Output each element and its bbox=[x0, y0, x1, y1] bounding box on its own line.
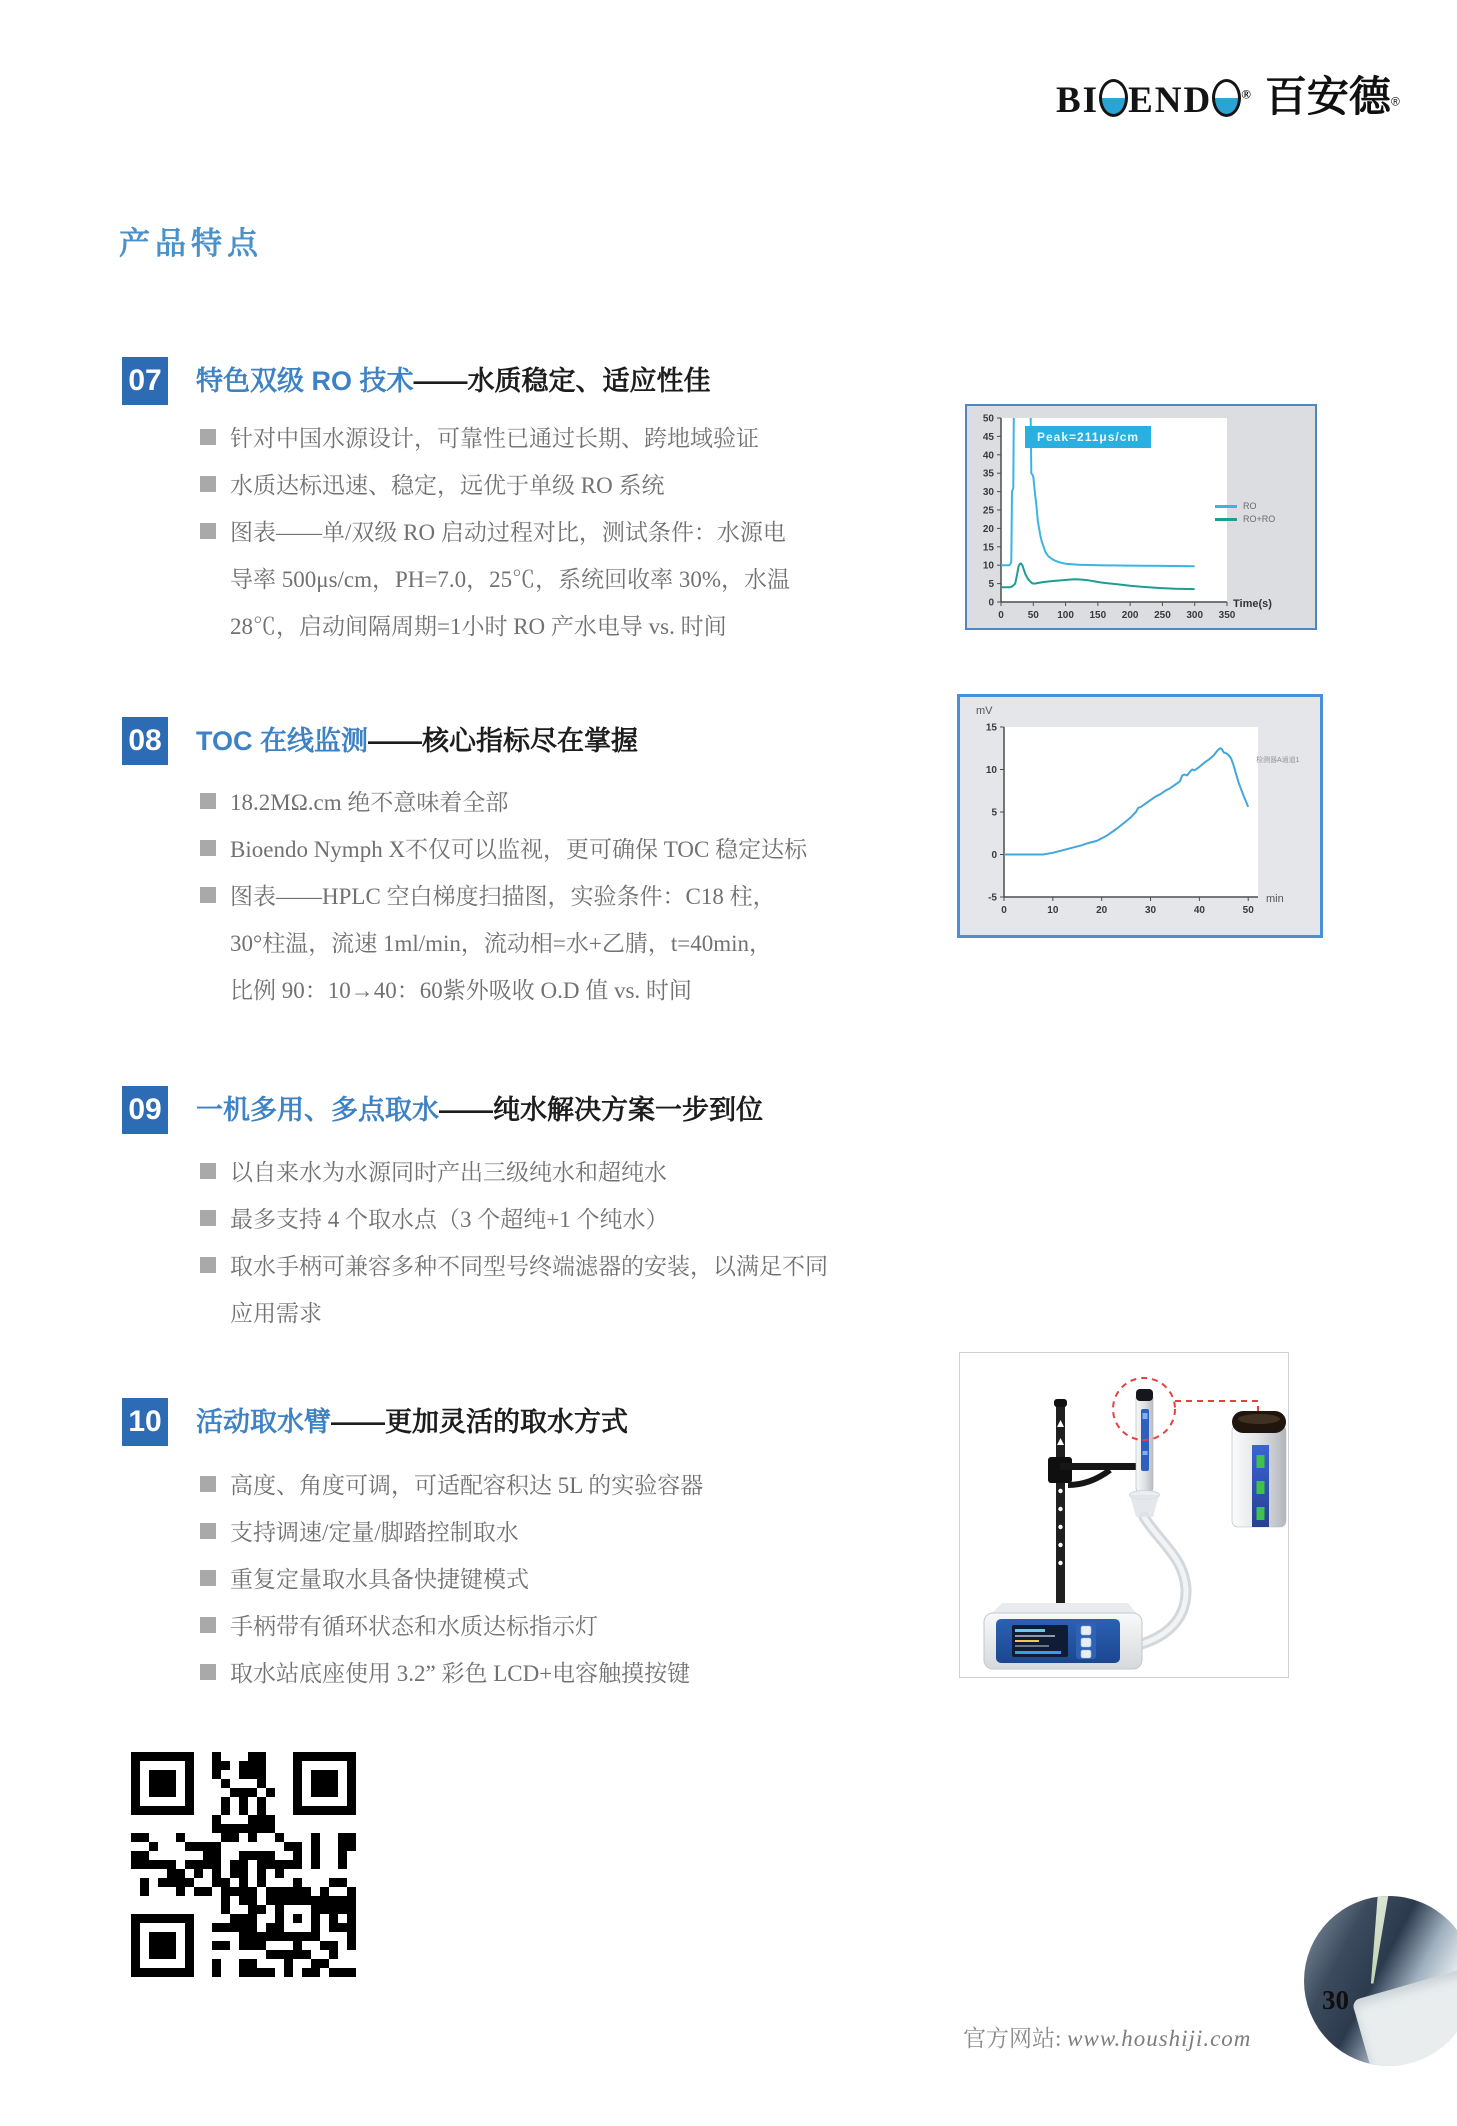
section-title-09: 一机多用、多点取水——纯水解决方案一步到位 bbox=[196, 1095, 763, 1125]
feature-bullet: 图表——HPLC 空白梯度扫描图，实验条件：C18 柱， bbox=[198, 871, 818, 918]
svg-text:350: 350 bbox=[1218, 610, 1236, 621]
chart-ro-startup-comparison bbox=[965, 404, 1317, 630]
feature-bullet: 图表——单/双级 RO 启动过程对比，测试条件：水源电 bbox=[198, 507, 818, 554]
feature-bullet: Bioendo Nymph X不仅可以监视，更可确保 TOC 稳定达标 bbox=[198, 824, 818, 871]
section-08-bullets bbox=[198, 777, 818, 1012]
legend-line-swatch bbox=[1215, 518, 1237, 521]
legend-line-swatch bbox=[1215, 505, 1237, 508]
feature-bullet: 手柄带有循环状态和水质达标指示灯 bbox=[198, 1601, 818, 1648]
corner-photo bbox=[1304, 1896, 1457, 2066]
feature-bullet: 18.2MΩ.cm 绝不意味着全部 bbox=[198, 777, 818, 824]
svg-text:0: 0 bbox=[1001, 905, 1007, 916]
svg-text:30: 30 bbox=[982, 487, 994, 499]
svg-text:30: 30 bbox=[1144, 905, 1157, 916]
svg-text:45: 45 bbox=[982, 431, 994, 443]
bullet-square-icon bbox=[200, 476, 216, 492]
pipette-tip-image bbox=[1364, 1896, 1392, 1985]
bullet-square-icon bbox=[200, 840, 216, 856]
svg-text:10: 10 bbox=[982, 560, 994, 572]
svg-text:250: 250 bbox=[1154, 610, 1171, 621]
feature-bullet-continuation: 比例 90：10→40：60紫外吸收 O.D 值 vs. 时间 bbox=[230, 978, 692, 1003]
chart-hplc-gradient-scan bbox=[957, 694, 1323, 938]
svg-text:200: 200 bbox=[1121, 610, 1139, 621]
svg-text:35: 35 bbox=[982, 468, 994, 480]
svg-text:300: 300 bbox=[1186, 610, 1204, 621]
feature-bullet: 支持调速/定量/脚踏控制取水 bbox=[198, 1507, 818, 1554]
section-title-08: TOC 在线监测——核心指标尽在掌握 bbox=[196, 726, 639, 756]
page-number: 30 bbox=[1322, 1985, 1349, 2015]
bullet-square-icon bbox=[200, 429, 216, 445]
svg-text:10: 10 bbox=[1047, 905, 1059, 916]
x-axis-label: min bbox=[1266, 893, 1284, 905]
feature-bullet: 针对中国水源设计，可靠性已通过长期、跨地域验证 bbox=[198, 413, 818, 460]
feature-bullet-continuation: 导率 500μs/cm，PH=7.0，25℃，系统回收率 30%，水温 bbox=[230, 567, 791, 592]
svg-text:10: 10 bbox=[985, 765, 997, 776]
section-title-07: 特色双级 RO 技术——水质稳定、适应性佳 bbox=[196, 366, 711, 396]
bullet-square-icon bbox=[200, 1210, 216, 1226]
feature-bullet: 取水站底座使用 3.2” 彩色 LCD+电容触摸按键 bbox=[198, 1648, 818, 1695]
section-number-badge-08: 08 bbox=[122, 717, 168, 765]
footer-url: www.houshiji.com bbox=[1067, 2026, 1252, 2051]
logo-o-icon bbox=[1099, 79, 1128, 117]
feature-bullet-continuation: 28℃，启动间隔周期=1小时 RO 产水电导 vs. 时间 bbox=[230, 614, 727, 639]
bullet-square-icon bbox=[200, 523, 216, 539]
svg-text:5: 5 bbox=[988, 579, 994, 591]
chart-legend-item bbox=[1215, 501, 1275, 511]
section-10-bullets bbox=[198, 1460, 818, 1695]
section-07-bullets bbox=[198, 413, 818, 648]
svg-text:25: 25 bbox=[982, 505, 994, 517]
footer-label: 官方网站: bbox=[963, 2026, 1062, 2051]
bullet-square-icon bbox=[200, 887, 216, 903]
svg-text:50: 50 bbox=[1027, 610, 1039, 621]
bullet-square-icon bbox=[200, 1257, 216, 1273]
dispensing-arm-illustration bbox=[960, 1353, 1288, 1677]
svg-text:15: 15 bbox=[982, 542, 994, 554]
chart-peak-annotation: Peak=211μs/cm bbox=[1025, 426, 1151, 448]
legend-series-name: RO bbox=[1243, 501, 1257, 511]
bullet-square-icon bbox=[200, 1664, 216, 1680]
well-plate-image bbox=[1352, 1962, 1457, 2066]
bullet-square-icon bbox=[200, 1617, 216, 1633]
svg-text:50: 50 bbox=[1242, 905, 1254, 916]
qr-code bbox=[131, 1752, 356, 1977]
x-axis-label: Time(s) bbox=[1233, 598, 1272, 610]
brand-logo-chinese: 百安德 bbox=[1264, 73, 1391, 120]
section-09-bullets bbox=[198, 1147, 828, 1335]
footer-website bbox=[963, 2020, 1251, 2053]
legend-series-name: RO+RO bbox=[1243, 514, 1276, 524]
feature-bullet: 高度、角度可调，可适配容积达 5L 的实验容器 bbox=[198, 1460, 818, 1507]
svg-text:40: 40 bbox=[982, 450, 994, 462]
svg-text:15: 15 bbox=[985, 722, 997, 734]
feature-bullet: 水质达标迅速、稳定，远优于单级 RO 系统 bbox=[198, 460, 818, 507]
svg-text:0: 0 bbox=[988, 597, 994, 609]
y-axis-label: mV bbox=[976, 705, 993, 717]
svg-text:150: 150 bbox=[1089, 610, 1107, 621]
svg-text:100: 100 bbox=[1057, 610, 1074, 621]
feature-bullet: 以自来水为水源同时产出三级纯水和超纯水 bbox=[198, 1147, 818, 1194]
brand-logo: BI END ® 百安德® bbox=[1056, 73, 1400, 121]
svg-text:-5: -5 bbox=[988, 892, 997, 904]
feature-bullet-continuation: 应用需求 bbox=[230, 1301, 322, 1326]
section-number-badge-10: 10 bbox=[122, 1398, 168, 1446]
feature-bullet: 取水手柄可兼容多种不同型号终端滤器的安装，以满足不同 bbox=[198, 1241, 818, 1288]
logo-o-icon bbox=[1212, 79, 1241, 117]
bullet-square-icon bbox=[200, 1523, 216, 1539]
section-number-badge-07: 07 bbox=[122, 357, 168, 405]
feature-bullet-continuation: 30°柱温，流速 1ml/min，流动相=水+乙腈，t=40min， bbox=[230, 931, 772, 956]
svg-text:0: 0 bbox=[991, 850, 997, 861]
section-number-badge-09: 09 bbox=[122, 1086, 168, 1134]
svg-text:40: 40 bbox=[1193, 905, 1205, 916]
chart-legend bbox=[1215, 498, 1275, 527]
bullet-square-icon bbox=[200, 1570, 216, 1586]
chart-legend-item bbox=[1215, 514, 1275, 524]
feature-bullet: 最多支持 4 个取水点（3 个超纯+1 个纯水） bbox=[198, 1194, 818, 1241]
svg-text:20: 20 bbox=[1096, 905, 1108, 916]
page-title: 产品特点 bbox=[119, 226, 263, 261]
svg-text:5: 5 bbox=[991, 807, 997, 819]
svg-text:50: 50 bbox=[982, 413, 994, 425]
bullet-square-icon bbox=[200, 793, 216, 809]
bullet-square-icon bbox=[200, 1163, 216, 1179]
section-title-10: 活动取水臂——更加灵活的取水方式 bbox=[196, 1407, 628, 1437]
chart-legend: 检测器A通道1 bbox=[1256, 757, 1300, 764]
brand-logo-text: BI END ® bbox=[1056, 80, 1253, 121]
feature-bullet: 重复定量取水具备快捷键模式 bbox=[198, 1554, 818, 1601]
svg-text:0: 0 bbox=[998, 610, 1004, 621]
bullet-square-icon bbox=[200, 1476, 216, 1492]
product-image-dispensing-arm bbox=[959, 1352, 1289, 1678]
svg-text:20: 20 bbox=[982, 523, 994, 535]
